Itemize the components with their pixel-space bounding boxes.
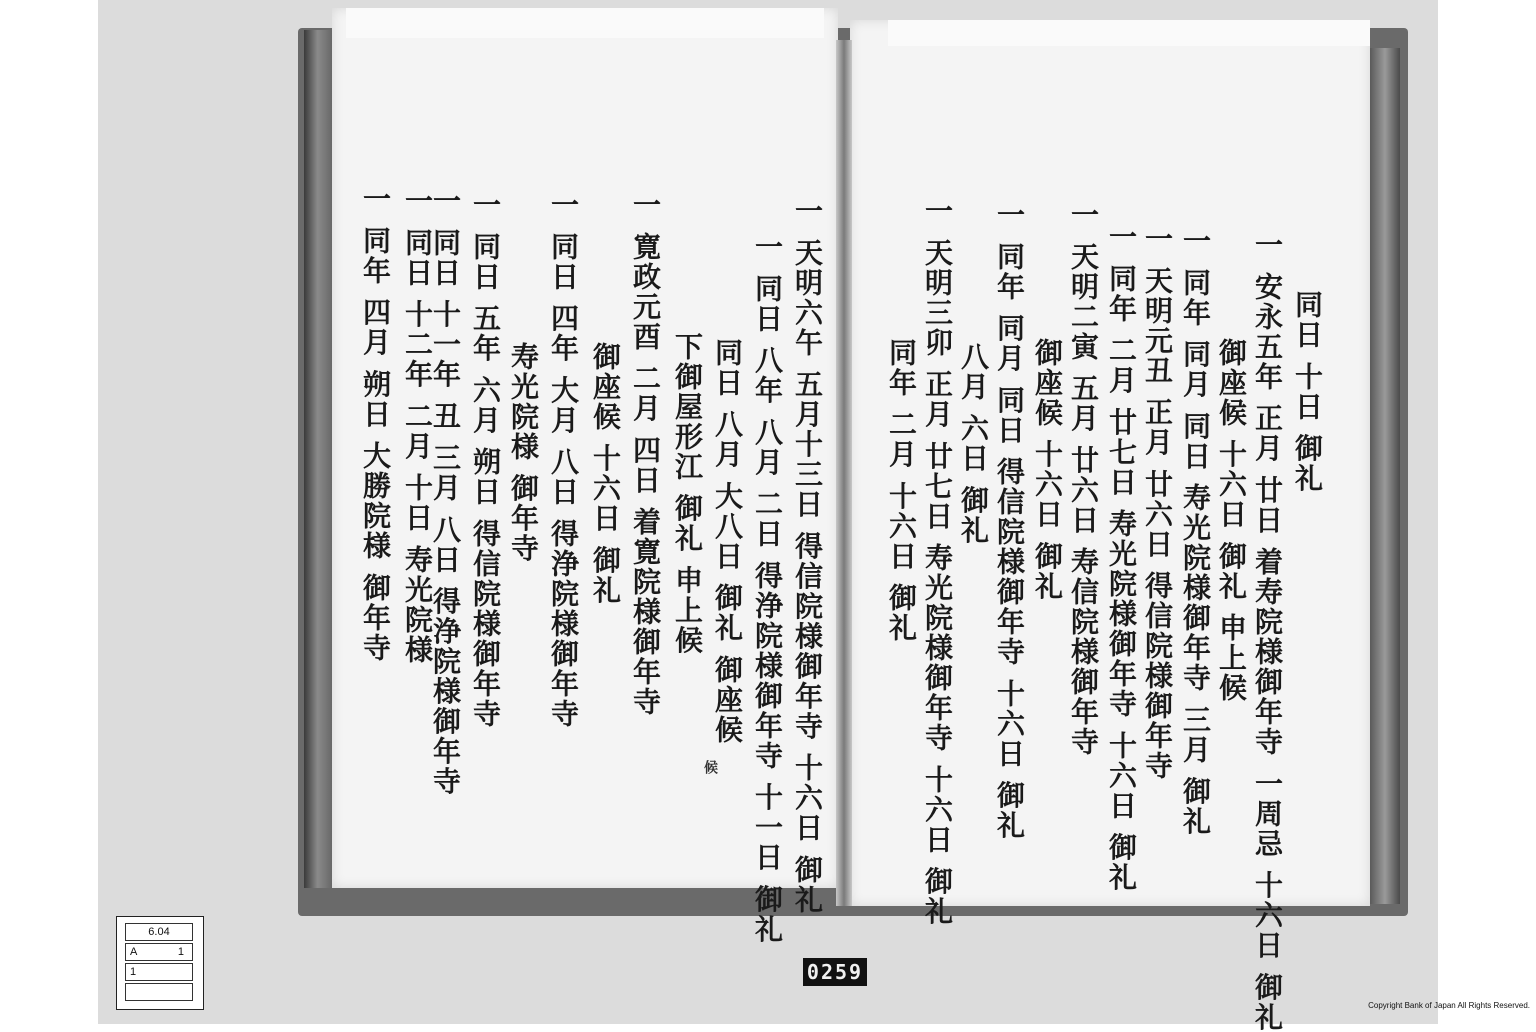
right-column-9: 一 同年 同月 同日 得信院様御年寺 十六日 御礼	[993, 200, 1026, 841]
right-page-top-leaf	[888, 20, 1370, 46]
right-column-4: 一 同年 同月 同日 寿光院様御年寺 三月 御礼	[1179, 226, 1212, 837]
right-column-8: 御座候 十六日 御礼	[1031, 296, 1064, 602]
book-gutter	[836, 40, 852, 906]
left-column-1: 一 天明六午 五月十三日 得信院様御年寺 十六日 御礼	[791, 196, 824, 915]
right-column-2: 一 安永五年 正月 廿日 着寿院様御年寺 一周忌 十六日 御礼	[1251, 230, 1284, 1032]
frame-number: 0259	[803, 958, 867, 986]
right-column-6: 一 同年 二月 廿七日 寿光院様御年寺 十六日 御礼	[1105, 222, 1138, 893]
book-edge-right	[1370, 48, 1400, 904]
right-column-11: 一 天明三卯 正月 廿七日 寿光院様御年寺 十六日 御礼	[921, 196, 954, 927]
copyright-notice: Copyright Bank of Japan All Rights Reserved.	[1368, 1001, 1530, 1010]
left-column-11: 一 同日 十二年 二月 十日 寿光院様	[401, 186, 434, 665]
left-column-5: 一 寛政元酉 二月 四日 着寛院様御年寺	[629, 190, 662, 717]
left-column-8: 寿光院様 御年寺	[507, 300, 540, 564]
left-column-3: 同日 八月 大八日 御礼 御座候	[711, 296, 744, 745]
left-column-2: 一 同日 八年 八月 二日 得浄院様御年寺 十一日 御礼	[751, 232, 784, 945]
left-column-10: 一 同日 十一年 丑 三月 八日 得浄院様御年寺	[429, 186, 462, 797]
specimen-label-blank	[125, 983, 193, 1001]
right-column-12: 同年 二月 十六日 御礼	[885, 296, 918, 643]
left-margin-note: 候	[702, 760, 718, 774]
specimen-label-volume-letter: A	[130, 946, 138, 958]
left-column-9: 一 同日 五年 六月 朔日 得信院様御年寺	[469, 190, 502, 729]
left-page-top-leaf	[346, 8, 824, 38]
specimen-label-item: 1	[125, 963, 193, 981]
specimen-label-code: 6.04	[125, 923, 193, 941]
left-column-7: 一 同日 四年 大月 八日 得浄院様御年寺	[547, 190, 580, 729]
right-column-7: 一 天明二寅 五月 廿六日 寿信院様御年寺	[1067, 200, 1100, 757]
left-column-12: 一 同年 四月 朔日 大勝院様 御年寺	[359, 184, 392, 663]
left-column-6: 御座候 十六日 御礼	[589, 300, 622, 606]
right-column-1: 同日 十日 御礼	[1291, 290, 1324, 494]
left-column-4: 下御屋形江 御礼 申上候	[671, 290, 704, 656]
specimen-label-volume	[125, 943, 193, 961]
specimen-label-volume-number: 1	[177, 946, 184, 958]
right-column-10: 八月 六日 御礼	[957, 300, 990, 546]
specimen-label	[116, 916, 204, 1010]
right-column-5: 一 天明元丑 正月 廿六日 得信院様御年寺	[1141, 224, 1174, 781]
right-column-3: 御座候 十六日 御礼 申上候	[1215, 296, 1248, 703]
